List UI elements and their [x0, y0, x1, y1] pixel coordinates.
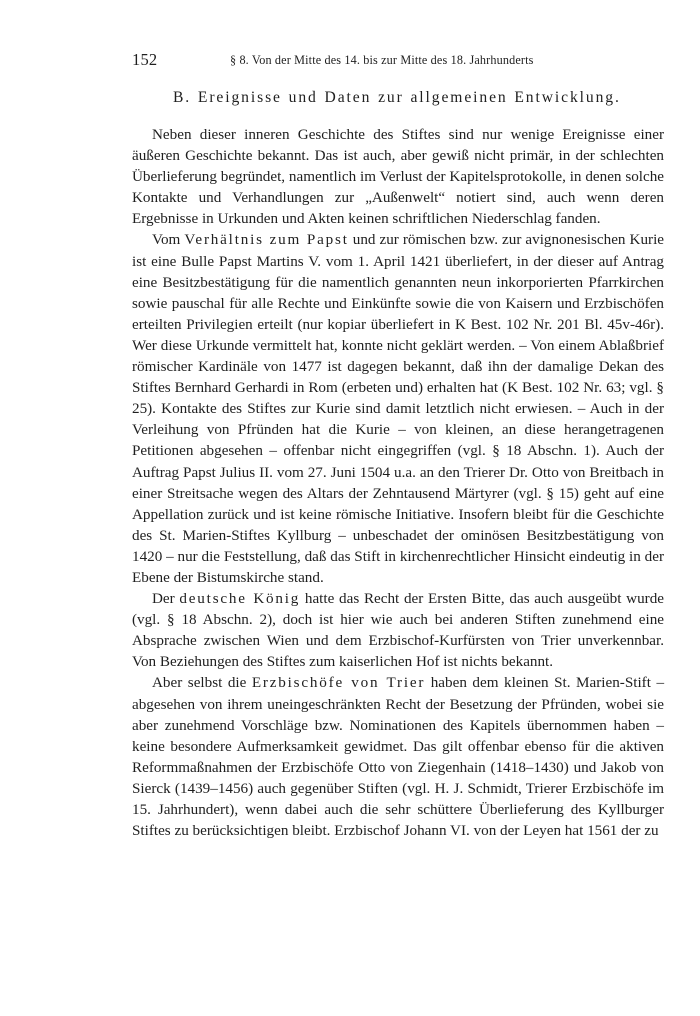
spaced-emphasis: Erzbischöfe von Trier	[251, 674, 426, 692]
body-text	[132, 124, 664, 841]
paragraph-text: und zur römischen bzw. zur avignonesischen Kurie ist eine Bulle Papst Martins V. vom 1. April 1421 überliefert, in der dieser auf Antrag eine Besitzbestätigung für die namentlich genannten neun inkorporierten Pfarrkirchen sowie pauschal für alle Rechte und Einkünfte sowie die von Kaisern und Erzbischöfen erteilten Privilegien erteilt (nur kopiar überliefert in K Best. 102 Nr. 201 Bl. 45v-46r). Wer diese Urkunde vermittelt hat, konnte nicht geklärt werden. – Von einem Ablaßbrief römischer Kardinäle von 1477 ist dagegen bekannt, daß ihn der damalige Dekan des Stiftes Bernhard Gerhardi in Rom (erbeten und) erhalten hat (K Best. 102 Nr. 63; vgl. § 25). Kontakte des Stiftes zur Kurie sind damit letztlich nicht erwiesen. – Auch in der Verleihung von Pfründen hat die Kurie – von kleinen, an diese herangetragenen Petitionen abgesehen – offenbar nicht eingegriffen (vgl. § 18 Abschn. 1). Auch der Auftrag Papst Julius II. vom 27. Juni 1504 u.a. an den Trierer Dr. Otto von Breitbach in einer Streitsache wegen des Altars der Zehntausend Märtyrer (vgl. § 15) geht auf eine Appellation zurück und ist keine römische Initiative. Insofern bleibt für die Geschichte des St. Marien-Stiftes Kyllburg – unbeschadet der ominösen Besitzbestätigung von 1420 – nur die Feststellung, daß das Stift in kirchenrechtlicher Hinsicht eindeutig in der Ebene der Bistumskirche stand.	[132, 231, 664, 586]
section-heading: B. Ereignisse und Daten zur allgemeinen Entwicklung.	[173, 89, 621, 106]
paragraph-lead: Aber selbst die	[152, 674, 252, 692]
paragraph	[132, 588, 664, 672]
page-header	[132, 50, 677, 70]
page-number: 152	[132, 50, 158, 69]
running-head: § 8. Von der Mitte des 14. bis zur Mitte des 18. Jahrhunderts	[230, 53, 534, 67]
paragraph	[132, 672, 664, 841]
paragraph-text: haben dem kleinen St. Marien-Stift – abgesehen von ihrem uneingeschränkten Recht der Besetzung der Pfründen, wobei sie aber zunehmend Vorschläge bzw. Nominationen des Kapitels übernommen haben – keine besondere Aufmerksamkeit gewidmet. Das gilt offenbar ebenso für die aktiven Reformmaßnahmen der Erzbischöfe Otto von Ziegenhain (1418–1430) und Jakob von Sierck (1439–1456) auch gegenüber Stiften (vgl. H. J. Schmidt, Trierer Erzbischöfe im 15. Jahrhundert), wenn dabei auch die sehr schüttere Überlieferung des Kyllburger Stiftes zu berücksichtigen bleibt. Erzbischof Johann VI. von der Leyen hat 1561 der zu	[132, 674, 665, 840]
paragraph-lead: Der	[152, 590, 180, 608]
paragraph	[132, 124, 664, 229]
paragraph	[132, 229, 664, 588]
spaced-emphasis: Verhältnis zum Papst	[184, 231, 349, 249]
paragraph-text: hatte das Recht der Ersten Bitte, das auch ausgeübt wurde (vgl. § 18 Abschn. 2), doch ist hier wie auch bei anderen Stiften zunehmend eine Absprache zwischen Wien und dem Erzbischof-Kurfürsten von Trier unverkennbar. Von Beziehungen des Stiftes zum kaiserlichen Hof ist nichts bekannt.	[132, 590, 664, 671]
spaced-emphasis: deutsche König	[179, 590, 301, 608]
paragraph-text: Neben dieser inneren Geschichte des Stiftes sind nur wenige Ereignisse einer äußeren Geschichte bekannt. Das ist auch, aber gewiß nicht primär, in der schlechten Überlieferung begründet, namentlich im Verlust der Kapitelsprotokolle, in denen solche Kontakte und Verhandlungen zur „Außenwelt“ notiert sind, auch wenn deren Ergebnisse in Urkunden und Akten keinen schriftlichen Niederschlag fanden.	[132, 126, 664, 228]
paragraph-lead: Vom	[152, 231, 185, 249]
